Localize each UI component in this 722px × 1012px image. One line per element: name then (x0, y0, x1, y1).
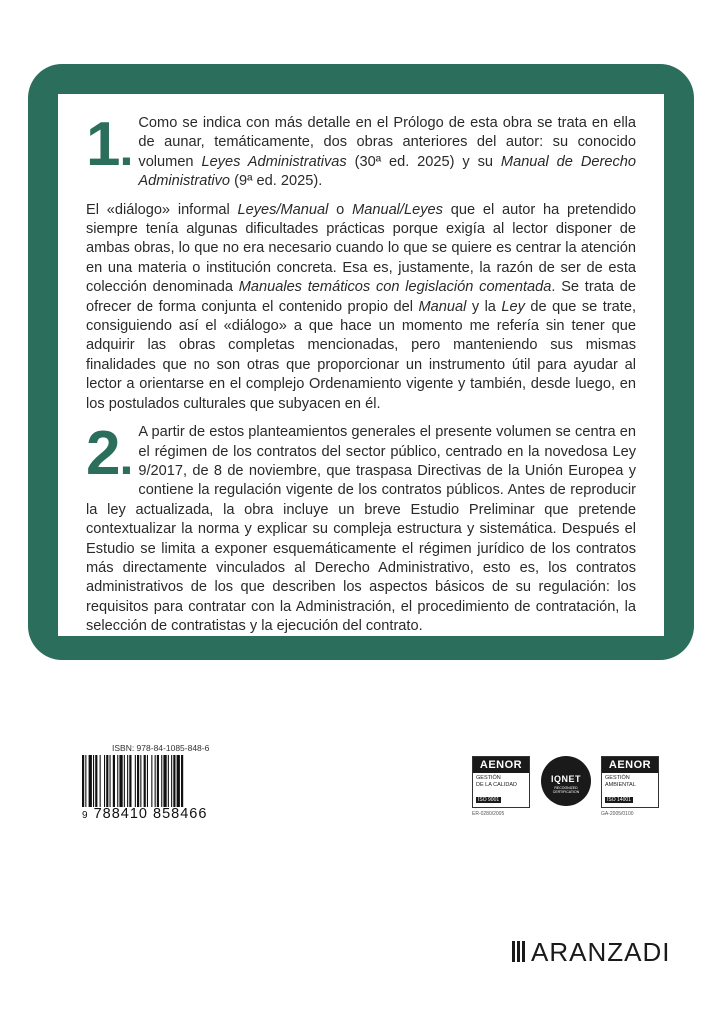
barcode-bar (135, 755, 136, 807)
barcode-bar (82, 755, 84, 807)
section-1-paragraph-1: 1. Como se indica con más detalle en el Prólogo de esta obra se trata en ella de aunar, temáticamente, dos obras anteriores del autor: su conocido volumen Leyes Administrativas (30ª ed. 2025) y su Manual de Derecho Administrativo (9ª ed. 2025). (86, 110, 636, 190)
barcode-bar (173, 755, 175, 807)
blurb-text (86, 110, 637, 646)
barcode-icon (82, 755, 222, 807)
barcode-bar (104, 755, 105, 807)
barcode-bar (89, 755, 92, 807)
barcode-bar (177, 755, 180, 807)
section-number-2: 2. (86, 419, 133, 489)
iqnet-seal: IQNET RECOGNIZED CERTIFICATION (541, 756, 591, 806)
section-1-paragraph-2: El «diálogo» informal Leyes/Manual o Manual/Leyes que el autor ha pretendido siempre tenía algunas dificultades prácticas porque exigía al lector disponer de ambas obras, lo que no era necesario cuando lo que se quiere es centrar la atención en una materia o institución concreta. Esa es, justamente, la razón de ser de esta colección denominada Manuales temáticos con legislación comentada. Se trata de ofrecer de forma conjunta el contenido propio del Manual y la Ley de que se trate, consiguiendo así el «diálogo» a que hace un momento me refería sin tener que adquirir las obras completas mencionadas, pero manteniendo sus mismas finalidades que no son otras que proporcionar un instrumento útil para ayudar al lector a orientarse en el complejo Ordenamiento vigente y también, desde luego, en los postulados culturales que subyacen en él. (86, 201, 637, 412)
aenor-environment-seal: AENOR GESTIÓN AMBIENTAL ISO 14001 GA-2005/0100 (601, 756, 659, 817)
barcode-bar (95, 755, 97, 807)
barcode-bar (163, 755, 166, 807)
barcode-bar (127, 755, 128, 807)
barcode-bar (151, 755, 152, 807)
barcode-bar (168, 755, 169, 807)
barcode-bar (144, 755, 146, 807)
barcode-bar (117, 755, 118, 807)
isbn-label: ISBN: 978-84-1085-848-6 (112, 743, 210, 753)
barcode-bar (93, 755, 94, 807)
barcode-bar (161, 755, 162, 807)
barcode-bar (155, 755, 156, 807)
barcode-bar (140, 755, 141, 807)
barcode-bar (110, 755, 111, 807)
barcode-bar (100, 755, 101, 807)
barcode-bar (171, 755, 172, 807)
barcode-bar (157, 755, 159, 807)
barcode-bar (147, 755, 148, 807)
aenor-quality-seal: AENOR GESTIÓN DE LA CALIDAD ISO 9001 ER-0280/2005 (472, 756, 530, 817)
barcode-bar (85, 755, 86, 807)
section-2-paragraph: 2. A partir de estos planteamientos generales el presente volumen se centra en el régimen de los contratos del sector público, centrado en la novedosa Ley 9/2017, de 8 de noviembre, que traspasa Directivas de la Unión Europea y contiene la regulación vigente de los contratos públicos. Antes de reproducir la ley actualizada, la obra incluye un breve Estudio Preliminar que pretende contextualizar la norma y explicar su compleja estructura y sistemática. Después el Estudio se limita a exponer esquemáticamente el régimen jurídico de los contratos más directamente vinculados al Derecho Administrativo, esto es, los contratos administrativos de los que describen los aspectos básicos de su regulación: los requisitos para contratar con la Administración, el procedimiento de contratación, la selección de contratistas y la ejecución del contrato. (86, 419, 636, 635)
barcode-bar (119, 755, 122, 807)
aranzadi-bars-icon (512, 937, 527, 968)
barcode-bar (124, 755, 125, 807)
section-number-1: 1. (86, 110, 133, 179)
barcode-bar (181, 755, 183, 807)
barcode-digits: 9 788410 858466 (82, 806, 208, 822)
barcode-bar (129, 755, 131, 807)
barcode-bar (137, 755, 139, 807)
barcode-bar (113, 755, 115, 807)
publisher-logo: ARANZADI (512, 937, 670, 968)
barcode-bar (106, 755, 108, 807)
